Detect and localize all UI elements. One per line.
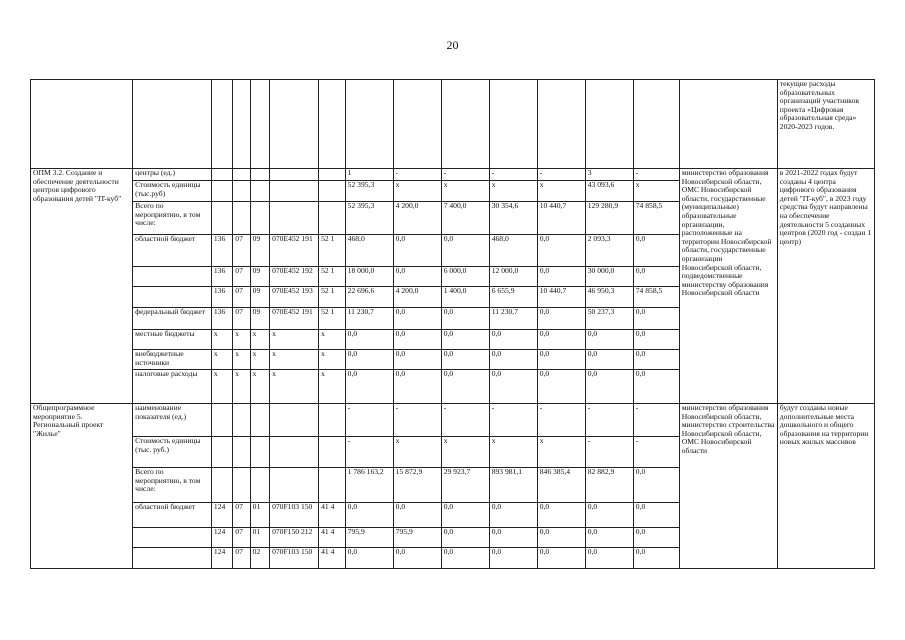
row-label: внебюджетные источники <box>133 350 212 370</box>
value-cell: 3 <box>585 169 633 181</box>
value-cell: x <box>633 181 679 202</box>
value-cell: 0,0 <box>585 370 633 404</box>
code-csr <box>270 181 319 202</box>
value-cell: 12 000,0 <box>489 267 537 287</box>
code-vr <box>319 468 346 503</box>
code-vr <box>319 437 346 468</box>
value-cell: x <box>489 181 537 202</box>
code-csr <box>270 468 319 503</box>
row-label: областной бюджет <box>133 235 212 267</box>
value-cell: 0,0 <box>441 330 489 350</box>
value-cell: 0,0 <box>345 548 393 569</box>
code-pr: 09 <box>250 267 269 287</box>
cell <box>679 80 777 169</box>
code-csr: x <box>270 350 319 370</box>
value-cell: 30 354,6 <box>489 202 537 235</box>
table-row <box>31 80 875 169</box>
value-cell: 468,0 <box>345 235 393 267</box>
cell <box>211 80 232 169</box>
value-cell: 0,0 <box>537 308 585 330</box>
value-cell: 0,0 <box>633 308 679 330</box>
value-cell: 0,0 <box>585 350 633 370</box>
cell <box>270 80 319 169</box>
code-csr: 070F103 150 <box>270 503 319 528</box>
value-cell: - <box>633 437 679 468</box>
row-label: федеральный бюджет <box>133 308 212 330</box>
table-body <box>31 80 875 569</box>
value-cell: 0,0 <box>633 267 679 287</box>
code-grbs <box>211 437 232 468</box>
code-pr: 09 <box>250 235 269 267</box>
row-label <box>133 548 212 569</box>
code-rz: 07 <box>233 235 250 267</box>
code-rz: 07 <box>233 503 250 528</box>
value-cell: 46 950,3 <box>585 287 633 308</box>
code-rz <box>233 468 250 503</box>
value-cell: 0,0 <box>633 370 679 404</box>
code-vr <box>319 169 346 181</box>
value-cell: 0,0 <box>489 503 537 528</box>
code-csr: 070Е452 191 <box>270 308 319 330</box>
code-pr: 02 <box>250 548 269 569</box>
page-number: 20 <box>446 38 459 52</box>
row-label: Стоимость единицы (тыс.руб) <box>133 181 212 202</box>
row-label: наименование показателя (ед.) <box>133 404 212 437</box>
value-cell: 0,0 <box>441 235 489 267</box>
budget-table <box>30 79 875 569</box>
code-pr <box>250 437 269 468</box>
code-csr <box>270 202 319 235</box>
code-rz <box>233 181 250 202</box>
value-cell: - <box>393 169 441 181</box>
value-cell: 11 230,7 <box>345 308 393 330</box>
executor: министерство образования Новосибирской области, министерство строительства Новосибирской области, ОМС Новосибирской области <box>679 404 777 569</box>
expected-result: в 2021-2022 годах будут созданы 4 центра цифрового образования детей "IT-куб", в 2023 году средства будут направлены на обеспечение деятельности 5 созданных центров (2020 год - создан 1 центр) <box>777 169 874 404</box>
value-cell: 11 230,7 <box>489 308 537 330</box>
value-cell: 846 385,4 <box>537 468 585 503</box>
code-vr: 52 1 <box>319 287 346 308</box>
value-cell: 1 400,0 <box>441 287 489 308</box>
code-pr <box>250 404 269 437</box>
code-grbs: x <box>211 370 232 404</box>
code-rz: x <box>233 330 250 350</box>
code-grbs: 136 <box>211 287 232 308</box>
row-label: областной бюджет <box>133 503 212 528</box>
row-label <box>133 287 212 308</box>
value-cell: 10 440,7 <box>537 202 585 235</box>
code-vr: x <box>319 330 346 350</box>
value-cell: 43 093,6 <box>585 181 633 202</box>
code-csr <box>270 169 319 181</box>
cell <box>133 80 212 169</box>
code-grbs: 124 <box>211 548 232 569</box>
value-cell: 10 440,7 <box>537 287 585 308</box>
code-pr <box>250 202 269 235</box>
value-cell: x <box>393 437 441 468</box>
value-cell: 0,0 <box>393 330 441 350</box>
code-grbs <box>211 181 232 202</box>
value-cell: x <box>393 181 441 202</box>
row-label: налоговые расходы <box>133 370 212 404</box>
code-rz <box>233 169 250 181</box>
value-cell: x <box>441 181 489 202</box>
code-csr: 070Е452 191 <box>270 235 319 267</box>
cell <box>585 80 633 169</box>
value-cell: - <box>585 404 633 437</box>
value-cell: - <box>633 169 679 181</box>
code-csr: 070F103 150 <box>270 548 319 569</box>
value-cell: 0,0 <box>345 350 393 370</box>
value-cell: x <box>489 437 537 468</box>
value-cell: 0,0 <box>393 370 441 404</box>
code-csr <box>270 404 319 437</box>
code-vr: 52 1 <box>319 308 346 330</box>
value-cell: 30 000,0 <box>585 267 633 287</box>
value-cell: 0,0 <box>489 330 537 350</box>
value-cell: 6 000,0 <box>441 267 489 287</box>
value-cell: 2 093,3 <box>585 235 633 267</box>
code-pr: 09 <box>250 308 269 330</box>
value-cell: 0,0 <box>489 548 537 569</box>
value-cell: 74 858,5 <box>633 287 679 308</box>
value-cell: - <box>537 169 585 181</box>
code-vr: x <box>319 370 346 404</box>
value-cell: 0,0 <box>393 267 441 287</box>
value-cell: 4 200,0 <box>393 202 441 235</box>
code-rz: 07 <box>233 528 250 548</box>
cell <box>319 80 346 169</box>
value-cell: 15 872,9 <box>393 468 441 503</box>
row-label: местные бюджеты <box>133 330 212 350</box>
code-rz <box>233 202 250 235</box>
value-cell: 0,0 <box>633 528 679 548</box>
value-cell: 0,0 <box>393 350 441 370</box>
value-cell: 1 786 163,2 <box>345 468 393 503</box>
value-cell: x <box>537 437 585 468</box>
code-grbs: 136 <box>211 235 232 267</box>
code-grbs: 136 <box>211 267 232 287</box>
value-cell: 0,0 <box>489 370 537 404</box>
value-cell: - <box>345 404 393 437</box>
value-cell: - <box>441 404 489 437</box>
value-cell: 0,0 <box>633 330 679 350</box>
value-cell: 0,0 <box>633 468 679 503</box>
code-rz: 07 <box>233 287 250 308</box>
value-cell: - <box>489 404 537 437</box>
code-pr: x <box>250 370 269 404</box>
code-csr: 070Е452 192 <box>270 267 319 287</box>
value-cell: 0,0 <box>393 548 441 569</box>
value-cell: 6 655,9 <box>489 287 537 308</box>
code-csr: x <box>270 330 319 350</box>
code-csr: x <box>270 370 319 404</box>
value-cell: x <box>537 181 585 202</box>
value-cell: 4 200,0 <box>393 287 441 308</box>
code-grbs <box>211 169 232 181</box>
code-pr <box>250 169 269 181</box>
value-cell: 0,0 <box>345 503 393 528</box>
value-cell: - <box>393 404 441 437</box>
code-pr <box>250 181 269 202</box>
code-pr: 01 <box>250 503 269 528</box>
code-pr: x <box>250 350 269 370</box>
value-cell: - <box>345 437 393 468</box>
cell <box>31 80 133 169</box>
code-grbs: x <box>211 330 232 350</box>
row-label: Стоимость единицы (тыс. руб.) <box>133 437 212 468</box>
value-cell: 18 000,0 <box>345 267 393 287</box>
value-cell: 74 858,5 <box>633 202 679 235</box>
cell <box>393 80 441 169</box>
value-cell: x <box>441 437 489 468</box>
code-vr: 52 1 <box>319 267 346 287</box>
value-cell: 0,0 <box>537 267 585 287</box>
code-vr <box>319 202 346 235</box>
value-cell: 0,0 <box>633 548 679 569</box>
value-cell: 0,0 <box>585 503 633 528</box>
cell <box>633 80 679 169</box>
value-cell: 1 <box>345 169 393 181</box>
table-row <box>31 404 875 437</box>
value-cell: 52 395,3 <box>345 202 393 235</box>
code-vr: 52 1 <box>319 235 346 267</box>
code-pr: 09 <box>250 287 269 308</box>
code-rz: x <box>233 370 250 404</box>
row-label: центры (ед.) <box>133 169 212 181</box>
table-row <box>31 169 875 181</box>
value-cell: 0,0 <box>537 548 585 569</box>
value-cell: 52 395,3 <box>345 181 393 202</box>
cell <box>250 80 269 169</box>
value-cell: 0,0 <box>441 350 489 370</box>
code-csr: 070Е452 193 <box>270 287 319 308</box>
value-cell: 129 280,9 <box>585 202 633 235</box>
code-pr <box>250 468 269 503</box>
code-grbs: x <box>211 350 232 370</box>
value-cell: 795,9 <box>393 528 441 548</box>
event-name: Общепрограммное мероприятие 5. Региональный проект "Жилье" <box>31 404 133 569</box>
value-cell: 0,0 <box>393 235 441 267</box>
code-grbs: 124 <box>211 528 232 548</box>
value-cell: 0,0 <box>393 308 441 330</box>
value-cell: 7 400,0 <box>441 202 489 235</box>
code-vr: x <box>319 350 346 370</box>
value-cell: 0,0 <box>393 503 441 528</box>
value-cell: 0,0 <box>585 330 633 350</box>
value-cell: 0,0 <box>441 370 489 404</box>
code-vr: 41 4 <box>319 548 346 569</box>
value-cell: 0,0 <box>537 370 585 404</box>
value-cell: 29 923,7 <box>441 468 489 503</box>
code-grbs <box>211 404 232 437</box>
code-pr: x <box>250 330 269 350</box>
value-cell: 893 981,1 <box>489 468 537 503</box>
value-cell: - <box>633 404 679 437</box>
value-cell: 0,0 <box>537 235 585 267</box>
code-grbs <box>211 468 232 503</box>
row-label <box>133 267 212 287</box>
cell <box>233 80 250 169</box>
value-cell: 795,9 <box>345 528 393 548</box>
event-name: ОПМ 3.2. Создание и обеспечение деятельности центров цифрового образования детей "IT-куб" <box>31 169 133 404</box>
code-rz <box>233 404 250 437</box>
value-cell: 0,0 <box>441 548 489 569</box>
value-cell: 22 696,6 <box>345 287 393 308</box>
code-grbs: 136 <box>211 308 232 330</box>
value-cell: - <box>441 169 489 181</box>
code-rz: 07 <box>233 267 250 287</box>
code-csr: 070F150 212 <box>270 528 319 548</box>
value-cell: 0,0 <box>441 308 489 330</box>
code-vr: 41 4 <box>319 528 346 548</box>
code-rz: 07 <box>233 308 250 330</box>
code-vr: 41 4 <box>319 503 346 528</box>
value-cell: 0,0 <box>441 528 489 548</box>
row-label <box>133 528 212 548</box>
cell <box>441 80 489 169</box>
value-cell: 468,0 <box>489 235 537 267</box>
code-grbs: 124 <box>211 503 232 528</box>
value-cell: 0,0 <box>537 330 585 350</box>
value-cell: 0,0 <box>585 528 633 548</box>
code-rz <box>233 437 250 468</box>
cell <box>537 80 585 169</box>
value-cell: 0,0 <box>633 350 679 370</box>
value-cell: - <box>585 437 633 468</box>
row-label: Всего по мероприятию, в том числе: <box>133 468 212 503</box>
code-grbs <box>211 202 232 235</box>
code-vr <box>319 181 346 202</box>
code-csr <box>270 437 319 468</box>
value-cell: 0,0 <box>633 503 679 528</box>
code-vr <box>319 404 346 437</box>
value-cell: 0,0 <box>633 235 679 267</box>
value-cell: - <box>489 169 537 181</box>
value-cell: 0,0 <box>537 503 585 528</box>
value-cell: 0,0 <box>537 528 585 548</box>
code-rz: x <box>233 350 250 370</box>
value-cell: 0,0 <box>489 350 537 370</box>
expected-result: будут созданы новые дополнительные места дошкольного и общего образования на территории новых жилых массивов <box>777 404 874 569</box>
row-label: Всего по мероприятию, в том числе: <box>133 202 212 235</box>
code-rz: 07 <box>233 548 250 569</box>
cell <box>489 80 537 169</box>
value-cell: 0,0 <box>537 350 585 370</box>
cell <box>345 80 393 169</box>
executor: министерство образования Новосибирской области, ОМС Новосибирской области, государственные (муниципальные) образовательные организации, расположенные на территории Новосибирской области, государственные организации Новосибирской области, подведомственные министерству образования Новосибирской области <box>679 169 777 404</box>
value-cell: 0,0 <box>585 548 633 569</box>
value-cell: 0,0 <box>345 330 393 350</box>
top-note: текущие расходы образовательных организаций участников проекта «Цифровая образовательная среда» 2020-2023 годов. <box>777 80 874 169</box>
value-cell: 50 237,3 <box>585 308 633 330</box>
value-cell: 0,0 <box>345 370 393 404</box>
value-cell: 82 882,9 <box>585 468 633 503</box>
value-cell: 0,0 <box>441 503 489 528</box>
value-cell: - <box>537 404 585 437</box>
code-pr: 01 <box>250 528 269 548</box>
value-cell: 0,0 <box>489 528 537 548</box>
